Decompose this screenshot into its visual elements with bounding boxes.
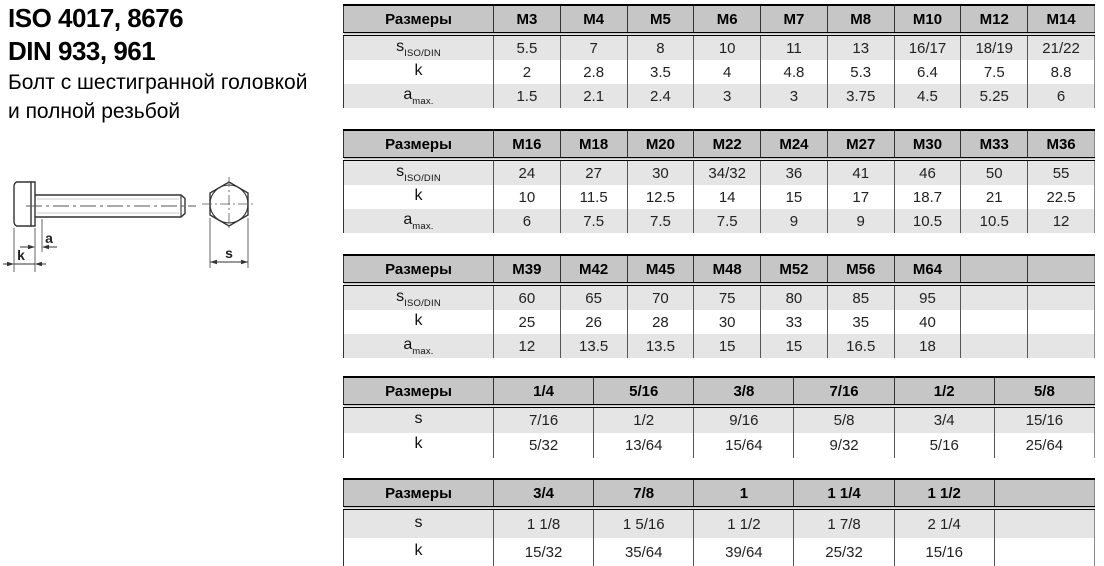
row-label	[344, 284, 494, 310]
table-row	[344, 84, 1095, 108]
size-column-header: M64	[894, 255, 961, 284]
size-column-header: 1/2	[894, 377, 994, 406]
size-column-header: 7/16	[794, 377, 894, 406]
value-cell: 35/64	[594, 538, 694, 566]
row-label-symbol: a	[403, 210, 413, 228]
value-cell: 2.1	[560, 84, 627, 108]
value-cell: 33	[761, 310, 828, 334]
dimension-table	[343, 376, 1095, 458]
value-cell: 6	[1028, 84, 1095, 108]
row-label-subscript: ISO/DIN	[404, 48, 441, 60]
size-column-header: M42	[560, 255, 627, 284]
value-cell: 9/16	[694, 406, 794, 433]
size-column-header: M14	[1028, 5, 1095, 34]
bolt-side-view	[14, 182, 185, 226]
size-column-header: 1/4	[494, 377, 594, 406]
value-cell: 8	[627, 34, 694, 60]
row-label-symbol: s	[414, 410, 423, 428]
row-label	[344, 538, 494, 566]
value-cell: 5.5	[494, 34, 561, 60]
size-column-header: M7	[761, 5, 828, 34]
value-cell: 3	[694, 84, 761, 108]
row-label-symbol: k	[414, 435, 423, 453]
value-cell: 12	[494, 334, 561, 358]
size-column-header: 3/4	[494, 479, 594, 508]
size-column-header	[1028, 255, 1095, 284]
value-cell: 46	[894, 159, 961, 185]
value-cell: 7/16	[494, 406, 594, 433]
value-cell: 65	[560, 284, 627, 310]
size-column-header: M48	[694, 255, 761, 284]
size-column-header: 5/8	[994, 377, 1094, 406]
size-column-header: M12	[961, 5, 1028, 34]
value-cell: 25	[494, 310, 561, 334]
value-cell: 41	[827, 159, 894, 185]
size-column-header: M27	[827, 130, 894, 159]
size-column-header: M24	[761, 130, 828, 159]
table-row	[344, 406, 1095, 433]
value-cell: 3.5	[627, 60, 694, 84]
table-corner-header: Размеры	[344, 479, 494, 508]
size-column-header: M39	[494, 255, 561, 284]
value-cell: 10	[494, 185, 561, 209]
row-label-symbol: k	[414, 61, 423, 79]
row-label-subscript: max.	[412, 221, 434, 233]
standard-din-title: DIN 933, 961	[8, 36, 156, 66]
value-cell	[1028, 334, 1095, 358]
row-label-subscript: ISO/DIN	[404, 298, 441, 310]
size-column-header: M10	[894, 5, 961, 34]
value-cell: 70	[627, 284, 694, 310]
size-column-header: M16	[494, 130, 561, 159]
value-cell: 39/64	[694, 538, 794, 566]
table-row	[344, 538, 1095, 566]
value-cell: 14	[694, 185, 761, 209]
value-cell: 30	[694, 310, 761, 334]
size-column-header: 1 1/4	[794, 479, 894, 508]
value-cell: 3.75	[827, 84, 894, 108]
value-cell: 1 7/8	[794, 508, 894, 538]
value-cell: 10.5	[961, 209, 1028, 233]
dimension-table-metric-m16-m36	[343, 129, 1095, 233]
value-cell: 5.25	[961, 84, 1028, 108]
table-row	[344, 284, 1095, 310]
dimension-label-k: k	[17, 247, 25, 263]
size-column-header: M30	[894, 130, 961, 159]
value-cell: 15/32	[494, 538, 594, 566]
value-cell: 27	[560, 159, 627, 185]
size-column-header: M52	[761, 255, 828, 284]
value-cell: 8.8	[1028, 60, 1095, 84]
title-block	[8, 2, 307, 126]
row-label-symbol: s	[396, 162, 405, 180]
row-label	[344, 84, 494, 108]
size-column-header: M5	[627, 5, 694, 34]
value-cell: 24	[494, 159, 561, 185]
value-cell: 28	[627, 310, 694, 334]
size-column-header: M45	[627, 255, 694, 284]
product-description-line1: Болт с шестигранной головкой	[8, 71, 308, 94]
value-cell: 4.8	[761, 60, 828, 84]
value-cell: 30	[627, 159, 694, 185]
value-cell: 7	[560, 34, 627, 60]
value-cell: 15/16	[894, 538, 994, 566]
table-row	[344, 34, 1095, 60]
table-row	[344, 60, 1095, 84]
value-cell: 50	[961, 159, 1028, 185]
value-cell: 2 1/4	[894, 508, 994, 538]
value-cell: 1 1/2	[694, 508, 794, 538]
value-cell: 12	[1028, 209, 1095, 233]
size-column-header: M36	[1028, 130, 1095, 159]
value-cell: 13/64	[594, 433, 694, 458]
value-cell: 2.8	[560, 60, 627, 84]
value-cell: 16.5	[827, 334, 894, 358]
value-cell: 17	[827, 185, 894, 209]
row-label	[344, 60, 494, 84]
value-cell: 35	[827, 310, 894, 334]
size-column-header: 5/16	[594, 377, 694, 406]
row-label-subscript: ISO/DIN	[404, 173, 441, 185]
size-column-header: M20	[627, 130, 694, 159]
value-cell: 18/19	[961, 34, 1028, 60]
row-label-symbol: s	[414, 513, 423, 531]
value-cell	[994, 508, 1094, 538]
table-corner-header: Размеры	[344, 130, 494, 159]
value-cell: 15/16	[994, 406, 1094, 433]
value-cell: 7.5	[627, 209, 694, 233]
value-cell: 75	[694, 284, 761, 310]
size-column-header	[961, 255, 1028, 284]
table-row	[344, 508, 1095, 538]
size-column-header: M22	[694, 130, 761, 159]
value-cell: 7.5	[961, 60, 1028, 84]
value-cell: 5/16	[894, 433, 994, 458]
value-cell: 55	[1028, 159, 1095, 185]
table-row	[344, 334, 1095, 358]
value-cell: 40	[894, 310, 961, 334]
value-cell	[1028, 284, 1095, 310]
value-cell: 80	[761, 284, 828, 310]
size-column-header: M8	[827, 5, 894, 34]
value-cell: 1/2	[594, 406, 694, 433]
row-label	[344, 185, 494, 209]
row-label	[344, 159, 494, 185]
row-label	[344, 310, 494, 334]
value-cell: 4	[694, 60, 761, 84]
value-cell: 9	[761, 209, 828, 233]
row-label-symbol: a	[403, 85, 413, 103]
size-column-header: M56	[827, 255, 894, 284]
size-column-header: M3	[494, 5, 561, 34]
value-cell: 9/32	[794, 433, 894, 458]
value-cell: 21	[961, 185, 1028, 209]
value-cell	[994, 538, 1094, 566]
size-column-header: M33	[961, 130, 1028, 159]
row-label-symbol: k	[414, 541, 423, 559]
dimension-table-metric-m39-m64	[343, 254, 1095, 358]
value-cell: 5/8	[794, 406, 894, 433]
row-label-symbol: s	[396, 37, 405, 55]
value-cell: 60	[494, 284, 561, 310]
table-row	[344, 159, 1095, 185]
value-cell: 34/32	[694, 159, 761, 185]
value-cell: 18.7	[894, 185, 961, 209]
dimension-table	[343, 129, 1095, 233]
value-cell: 1 5/16	[594, 508, 694, 538]
size-column-header: 1	[694, 479, 794, 508]
row-label	[344, 334, 494, 358]
table-corner-header: Размеры	[344, 5, 494, 34]
value-cell: 5/32	[494, 433, 594, 458]
value-cell: 3/4	[894, 406, 994, 433]
row-label	[344, 433, 494, 458]
dimension-table-inch-large	[343, 478, 1095, 566]
dimension-table-inch-small	[343, 376, 1095, 458]
row-label	[344, 209, 494, 233]
value-cell: 36	[761, 159, 828, 185]
dimension-label-s: s	[225, 245, 233, 261]
value-cell: 3	[761, 84, 828, 108]
table-corner-header: Размеры	[344, 377, 494, 406]
row-label	[344, 508, 494, 538]
row-label-symbol: k	[414, 186, 423, 204]
value-cell: 25/32	[794, 538, 894, 566]
row-label-symbol: k	[414, 311, 423, 329]
row-label	[344, 34, 494, 60]
value-cell: 1.5	[494, 84, 561, 108]
value-cell: 5.3	[827, 60, 894, 84]
value-cell: 10	[694, 34, 761, 60]
bolt-technical-drawing	[0, 160, 310, 350]
dimension-table-metric-m3-m14	[343, 4, 1095, 108]
value-cell: 2.4	[627, 84, 694, 108]
size-column-header: M6	[694, 5, 761, 34]
value-cell: 4.5	[894, 84, 961, 108]
value-cell: 7.5	[560, 209, 627, 233]
row-label-subscript: max.	[412, 346, 434, 358]
dimension-table	[343, 4, 1095, 108]
value-cell: 15	[694, 334, 761, 358]
value-cell: 26	[560, 310, 627, 334]
value-cell: 7.5	[694, 209, 761, 233]
value-cell	[961, 334, 1028, 358]
dimension-table	[343, 478, 1095, 566]
value-cell: 18	[894, 334, 961, 358]
value-cell: 11	[761, 34, 828, 60]
standard-iso-title: ISO 4017, 8676	[8, 3, 184, 33]
size-column-header: 7/8	[594, 479, 694, 508]
size-column-header: M18	[560, 130, 627, 159]
row-label-symbol: a	[403, 335, 413, 353]
value-cell: 25/64	[994, 433, 1094, 458]
dimension-label-a: a	[45, 230, 53, 246]
value-cell: 6.4	[894, 60, 961, 84]
table-row	[344, 209, 1095, 233]
value-cell: 16/17	[894, 34, 961, 60]
value-cell	[961, 284, 1028, 310]
value-cell: 6	[494, 209, 561, 233]
value-cell: 13.5	[627, 334, 694, 358]
value-cell: 95	[894, 284, 961, 310]
value-cell: 15/64	[694, 433, 794, 458]
value-cell: 85	[827, 284, 894, 310]
value-cell: 1 1/8	[494, 508, 594, 538]
value-cell: 10.5	[894, 209, 961, 233]
value-cell: 13.5	[560, 334, 627, 358]
row-label	[344, 406, 494, 433]
value-cell: 15	[761, 334, 828, 358]
value-cell: 9	[827, 209, 894, 233]
row-label-symbol: s	[396, 287, 405, 305]
value-cell	[1028, 310, 1095, 334]
value-cell	[961, 310, 1028, 334]
size-column-header: 1 1/2	[894, 479, 994, 508]
table-corner-header: Размеры	[344, 255, 494, 284]
size-column-header: M4	[560, 5, 627, 34]
value-cell: 13	[827, 34, 894, 60]
value-cell: 11.5	[560, 185, 627, 209]
value-cell: 12.5	[627, 185, 694, 209]
size-column-header: 3/8	[694, 377, 794, 406]
value-cell: 21/22	[1028, 34, 1095, 60]
row-label-subscript: max.	[412, 96, 434, 108]
table-row	[344, 433, 1095, 458]
table-row	[344, 310, 1095, 334]
product-description-line2: и полной резьбой	[8, 100, 181, 123]
dimension-table	[343, 254, 1095, 358]
value-cell: 22.5	[1028, 185, 1095, 209]
size-column-header	[994, 479, 1094, 508]
value-cell: 15	[761, 185, 828, 209]
value-cell: 2	[494, 60, 561, 84]
table-row	[344, 185, 1095, 209]
